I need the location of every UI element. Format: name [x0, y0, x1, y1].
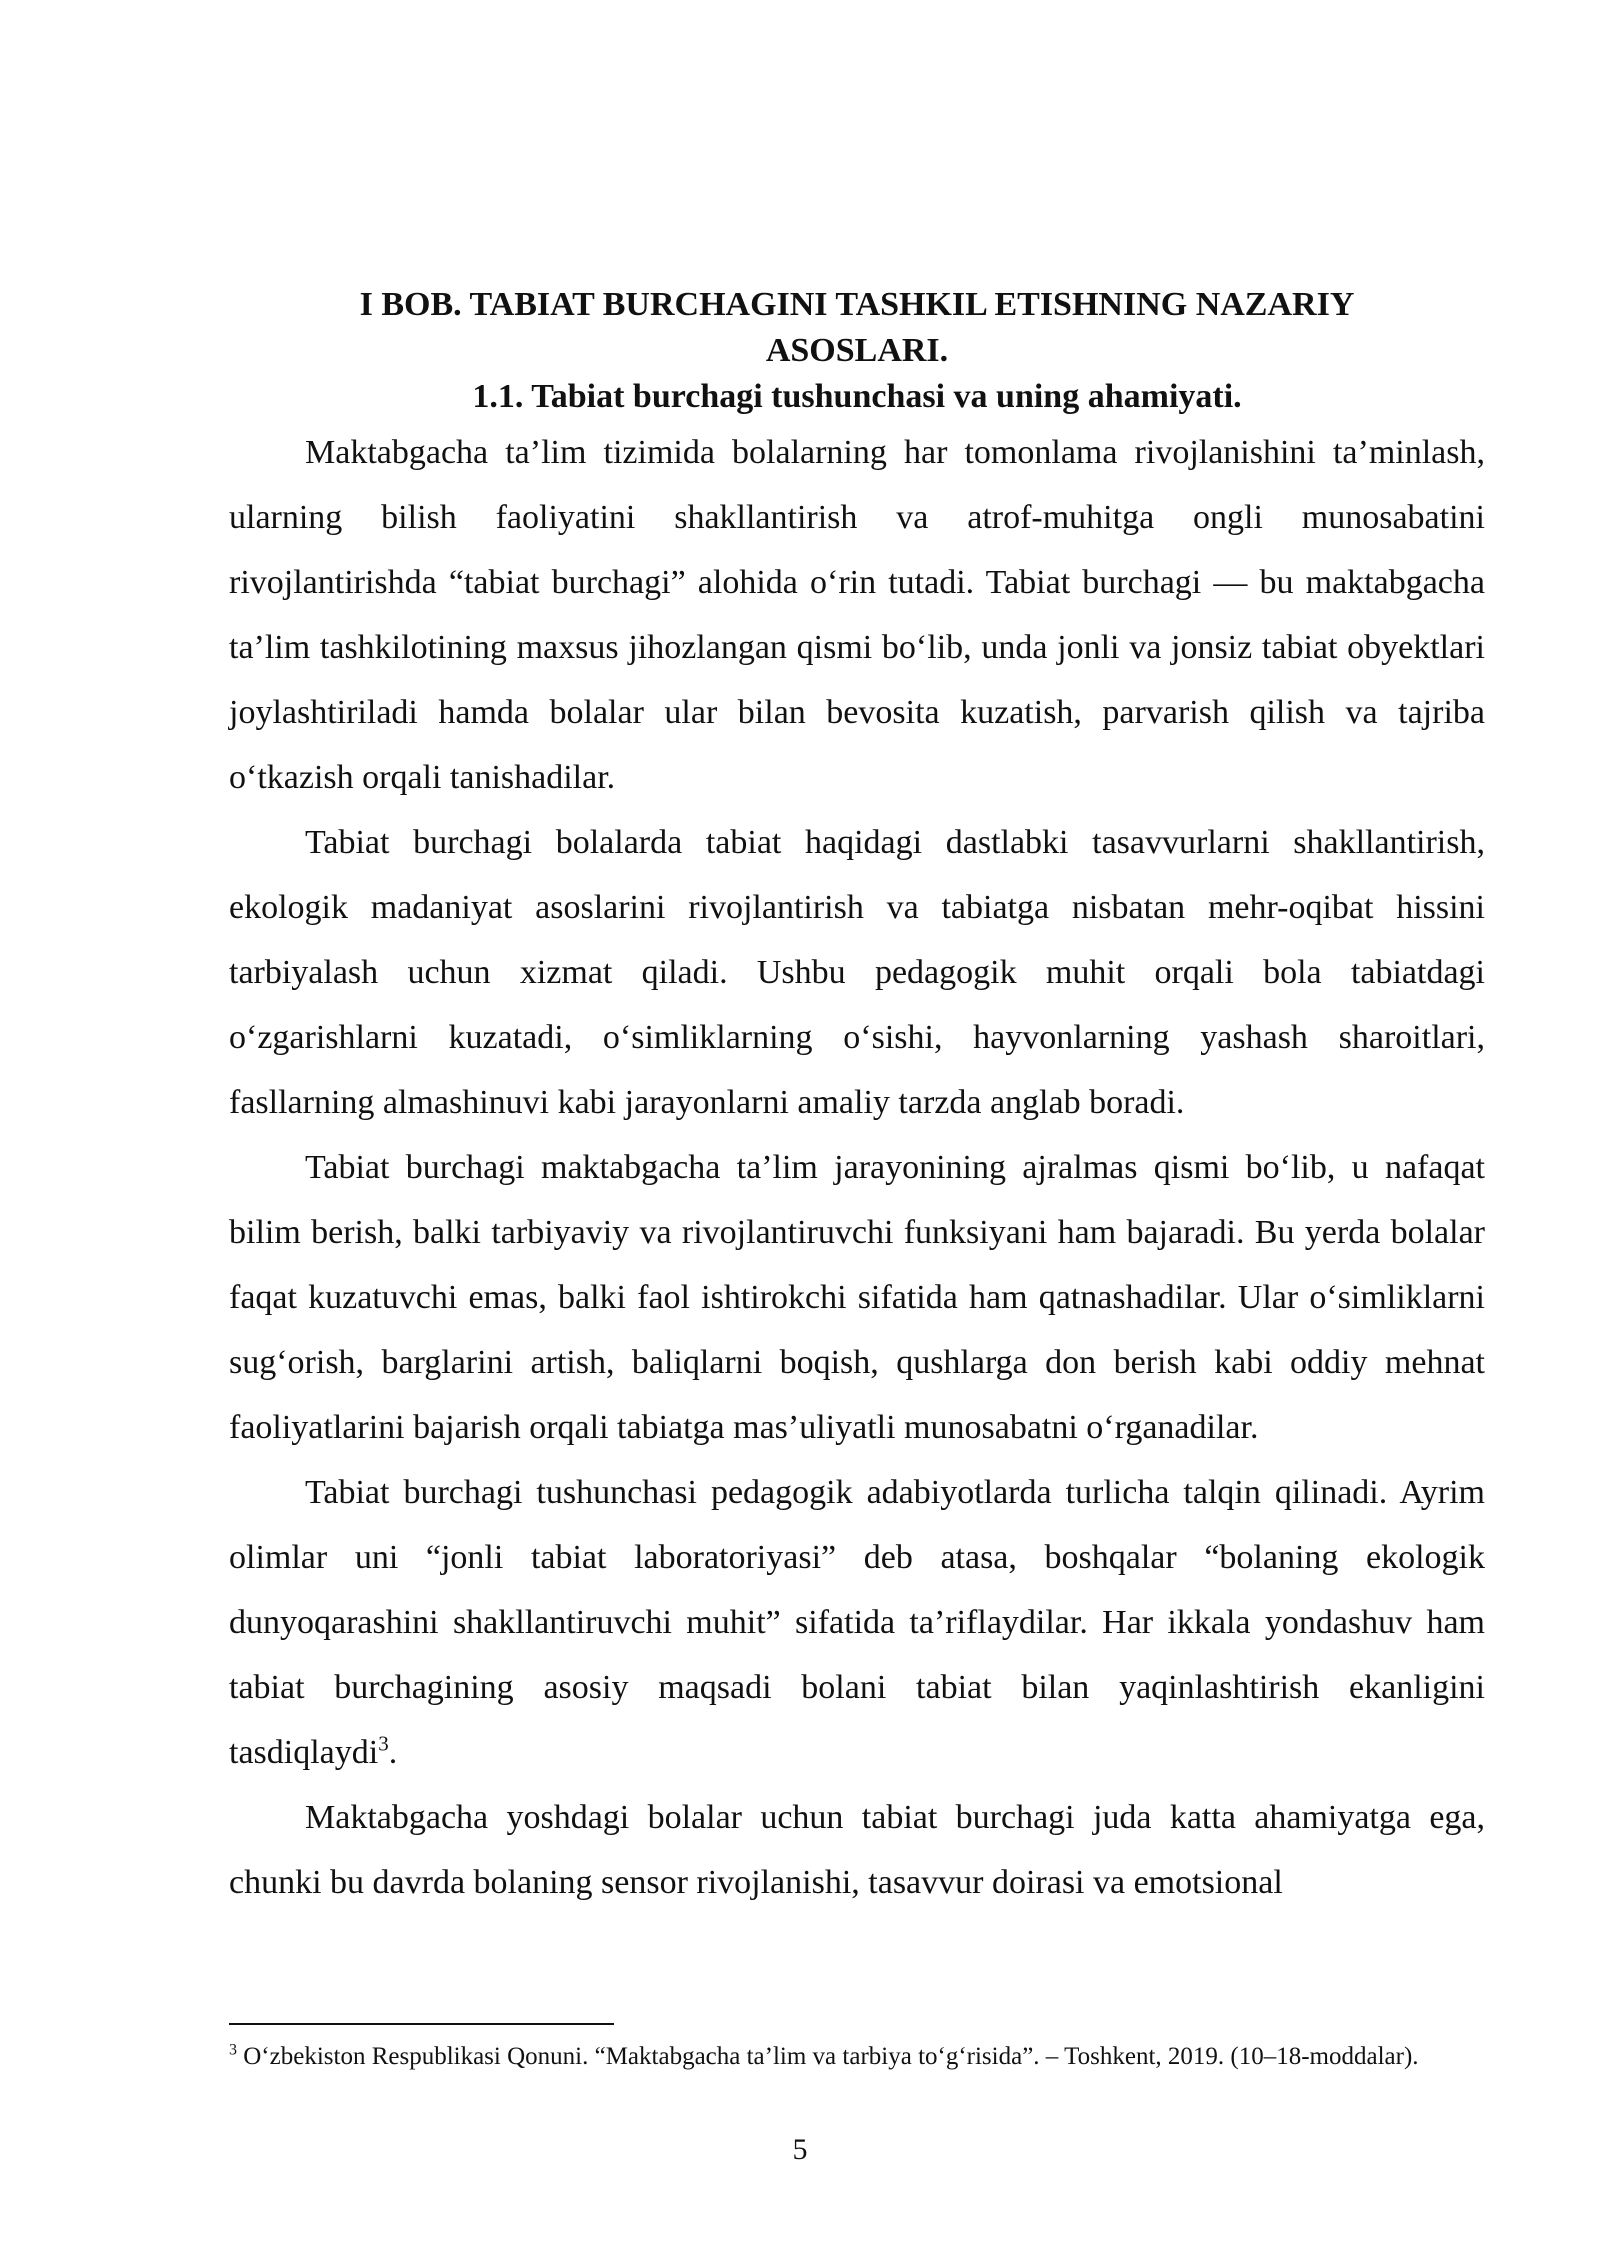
paragraph-5: Maktabgacha yoshdagi bolalar uchun tabiat burchagi juda katta ahamiyatga ega, chunki bu davrda bolaning sensor rivojlanishi, tasavvur doirasi va emotsional: [229, 1799, 1485, 1901]
paragraph-1: Maktabgacha ta’lim tizimida bolalarning har tomonlama rivojlanishini ta’minlash, ularning bilish faoliyatini shakllantirish va atrof-muhitga ongli munosabatini rivojlantirishda “tabiat burchagi” alohida o‘rin tutadi. Tabiat burchagi — bu maktabgacha ta’lim tashkilotining maxsus jihozlangan qismi bo‘lib, unda jonli va jonsiz tabiat obyektlari joylashtiriladi hamda bolalar ular bilan bevosita kuzatish, parvarish qilish va tajriba o‘tkazish orqali tanishadilar.: [229, 434, 1485, 796]
main-text: [229, 282, 1485, 1915]
section-title: 1.1. Tabiat burchagi tushunchasi va uning ahamiyati.: [472, 378, 1242, 415]
chapter-title-line1: I BOB. TABIAT BURCHAGINI TASHKIL ETISHNING NAZARIY: [359, 286, 1355, 323]
footnote-separator: [229, 2023, 614, 2025]
footnote-text: O‘zbekiston Respublikasi Qonuni. “Maktabgacha ta’lim va tarbiya to‘g‘risida”. – Toshkent, 2019. (10–18-moddalar).: [243, 2043, 1419, 2070]
chapter-title-line2: ASOSLARI.: [765, 332, 949, 369]
page-number: 5: [792, 2133, 808, 2166]
footnote: [229, 2040, 1429, 2074]
paragraph-4: Tabiat burchagi tushunchasi pedagogik adabiyotlarda turlicha talqin qilinadi. Ayrim olimlar uni “jonli tabiat laboratoriyasi” deb atasa, boshqalar “bolaning ekologik dunyoqarashini shakllantiruvchi muhit” sifatida ta’riflaydilar. Har ikkala yondashuv ham tabiat burchagining asosiy maqsadi bolani tabiat bilan yaqinlashtirish ekanligini tasdiqlaydi$^3$.: [229, 1474, 1485, 1771]
paragraph-4-text: Tabiat burchagi tushunchasi pedagogik adabiyotlarda turlicha talqin qilinadi. Ayrim olimlar uni “jonli tabiat laboratoriyasi” deb atasa, boshqalar “bolaning ekologik dunyoqarashini shakllantiruvchi muhit” sifatida ta’riflaydilar. Har ikkala yondashuv ham tabiat burchagining asosiy maqsadi bolani tabiat bilan yaqinlashtirish ekanligini tasdiqlaydi: [229, 1474, 1485, 1771]
footnote-marker: 3: [229, 2041, 237, 2059]
footnote-reference[interactable]: 3: [378, 1731, 389, 1756]
paragraph-3: Tabiat burchagi maktabgacha ta’lim jarayonining ajralmas qismi bo‘lib, u nafaqat bilim berish, balki tarbiyaviy va rivojlantiruvchi funksiyani ham bajaradi. Bu yerda bolalar faqat kuzatuvchi emas, balki faol ishtirokchi sifatida ham qatnashadilar. Ular o‘simliklarni sug‘orish, barglarini artish, baliqlarni boqish, qushlarga don berish kabi oddiy mehnat faoliyatlarini bajarish orqali tabiatga mas’uliyatli munosabatni o‘rganadilar.: [229, 1149, 1485, 1446]
paragraph-2: Tabiat burchagi bolalarda tabiat haqidagi dastlabki tasavvurlarni shakllantirish, ekologik madaniyat asoslarini rivojlantirish va tabiatga nisbatan mehr-oqibat hissini tarbiyalash uchun xizmat qiladi. Ushbu pedagogik muhit orqali bola tabiatdagi o‘zgarishlarni kuzatadi, o‘simliklarning o‘sishi, hayvonlarning yashash sharoitlari, fasllarning almashinuvi kabi jarayonlarni amaliy tarzda anglab boradi.: [229, 824, 1485, 1121]
chapter-title: [229, 282, 1485, 374]
